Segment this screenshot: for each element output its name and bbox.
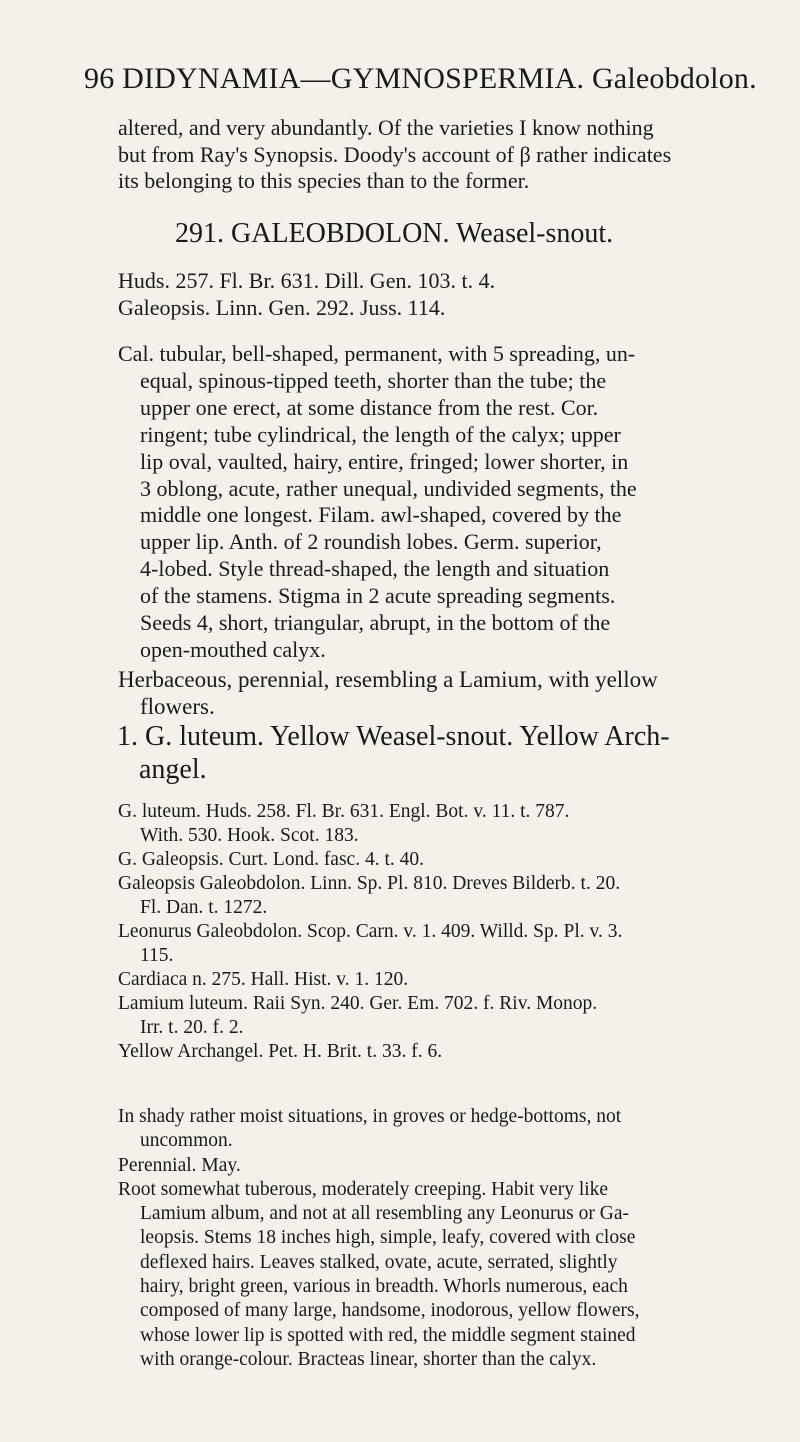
description-line: deflexed hairs. Leaves stalked, ovate, acute, serrated, slightly — [140, 1251, 618, 1273]
habit-line: Herbaceous, perennial, resembling a Lamium, with yellow — [118, 667, 658, 692]
species-name: G. luteum. — [145, 721, 264, 752]
description-line: equal, spinous-tipped teeth, shorter than the tube; the — [140, 367, 607, 393]
synonym-line: G. luteum. Huds. 258. Fl. Br. 631. Engl. Bot. v. 11. t. 787. — [118, 801, 570, 822]
description-line: Seeds 4, short, triangular, abrupt, in the bottom of the — [140, 610, 611, 636]
synonym-line: With. 530. Hook. Scot. 183. — [140, 825, 359, 846]
running-header — [84, 62, 774, 96]
species-number: 1. — [117, 721, 138, 752]
text-line: but from Ray's Synopsis. Doody's account of β rather indicates — [118, 141, 672, 167]
synonym-line: Leonurus Galeobdolon. Scop. Carn. v. 1. 409. Willd. Sp. Pl. v. 3. — [118, 921, 623, 942]
synonym-line: Galeopsis Galeobdolon. Linn. Sp. Pl. 810. Dreves Bilderb. t. 20. — [118, 873, 621, 894]
page-number: 96 — [84, 62, 115, 95]
genus-heading — [175, 218, 613, 250]
description-line: of the stamens. Stigma in 2 acute spreading segments. — [140, 583, 616, 609]
genus-number: 291. — [175, 218, 224, 249]
description-line: whose lower lip is spotted with red, the middle segment stained — [140, 1324, 636, 1346]
description-line: with orange-colour. Bracteas linear, shorter than the calyx. — [140, 1348, 597, 1370]
habit-line: flowers. — [140, 694, 215, 719]
description-line: Cal. tubular, bell-shaped, permanent, with 5 spreading, un- — [118, 341, 636, 366]
description-line: lip oval, vaulted, hairy, entire, fringed; lower shorter, in — [140, 448, 629, 474]
species-english-cont: angel. — [139, 754, 207, 785]
description-line: 4-lobed. Style thread-shaped, the length and situation — [140, 556, 610, 582]
synonym-line: Irr. t. 20. f. 2. — [140, 1017, 244, 1038]
description-line: ringent; tube cylindrical, the length of the calyx; upper — [140, 421, 621, 447]
synonym-line: Yellow Archangel. Pet. H. Brit. t. 33. f. 6. — [118, 1041, 443, 1062]
synonym-line: Fl. Dan. t. 1272. — [140, 897, 268, 918]
text-line: its belonging to this species than to the former. — [118, 168, 530, 193]
genus-english-name: Weasel-snout. — [456, 218, 614, 249]
species-notes — [118, 1105, 758, 1372]
synonym-line: Lamium luteum. Raii Syn. 240. Ger. Em. 702. f. Riv. Monop. — [118, 993, 598, 1014]
description-line: upper one erect, at some distance from the rest. Cor. — [140, 394, 599, 420]
species-heading — [117, 720, 747, 786]
running-title: DIDYNAMIA—GYMNOSPERMIA. — [122, 62, 585, 95]
description-line: middle one longest. Filam. awl-shaped, covered by the — [140, 502, 622, 528]
synonym-line: G. Galeopsis. Curt. Lond. fasc. 4. t. 40. — [118, 849, 425, 870]
genus-heading-name: GALEOBDOLON. — [231, 218, 450, 249]
description-line: hairy, bright green, various in breadth. Whorls numerous, each — [140, 1276, 628, 1298]
description-line: Lamium album, and not at all resembling any Leonurus or Ga- — [140, 1203, 629, 1225]
description-line: upper lip. Anth. of 2 roundish lobes. Germ. superior, — [140, 529, 602, 555]
text-line: altered, and very abundantly. Of the varieties I know nothing — [118, 115, 654, 140]
description-line: composed of many large, handsome, inodorous, yellow flowers, — [140, 1300, 640, 1322]
duration-line: Perennial. May. — [118, 1154, 241, 1176]
habit-paragraph — [118, 666, 738, 720]
synonym-line: 115. — [140, 945, 174, 966]
description-line: Root somewhat tuberous, moderately creeping. Habit very like — [118, 1178, 609, 1200]
species-english-name: Yellow Weasel-snout. Yellow Arch- — [269, 721, 670, 752]
habitat-line: In shady rather moist situations, in groves or hedge-bottoms, not — [118, 1106, 622, 1127]
reference-line: Huds. 257. Fl. Br. 631. Dill. Gen. 103. t. 4. — [118, 268, 496, 293]
genus-description — [118, 341, 738, 664]
description-line: leopsis. Stems 18 inches high, simple, leafy, covered with close — [140, 1227, 636, 1249]
description-line: 3 oblong, acute, rather unequal, undivided segments, the — [140, 475, 637, 501]
continuation-paragraph — [118, 115, 738, 195]
genus-name: Galeobdolon. — [591, 62, 757, 95]
description-line: open-mouthed calyx. — [140, 636, 326, 662]
reference-line: Galeopsis. Linn. Gen. 292. Juss. 114. — [118, 294, 446, 320]
synonym-line: Cardiaca n. 275. Hall. Hist. v. 1. 120. — [118, 969, 409, 990]
habitat-line: uncommon. — [140, 1130, 233, 1152]
synonymy-list — [118, 800, 758, 1064]
genus-references — [118, 268, 738, 321]
